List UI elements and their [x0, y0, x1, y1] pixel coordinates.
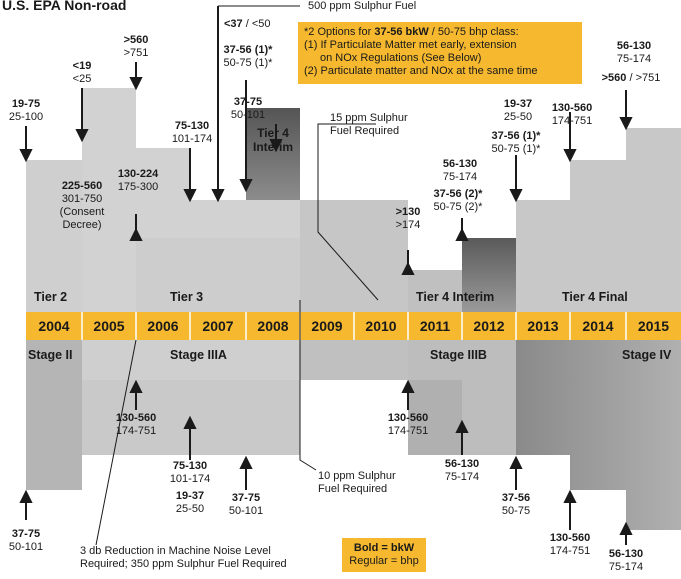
- year-2010: 2010: [365, 318, 397, 334]
- blabel-37-56: 37-56 50-75: [501, 492, 531, 517]
- label-gt560: >560 >751: [123, 34, 149, 59]
- tier4-interim-small: Tier 4 Interim: [252, 126, 293, 154]
- note-15ppm: 15 ppm Sulphur Fuel Required: [330, 112, 408, 137]
- label-gt130: >130 >174: [395, 206, 421, 231]
- label-gt560-b: >560 / >751: [601, 72, 661, 84]
- blabel-130-560: 130-560 174-751: [115, 412, 157, 437]
- year-2012: 2012: [473, 318, 505, 334]
- label-130-224: 130-224 175-300: [117, 168, 159, 193]
- page-title: U.S. EPA Non-road: [2, 0, 127, 13]
- label-37-75: 37-75 50-101: [230, 96, 266, 121]
- stage-iiia-label: Stage IIIA: [170, 348, 227, 362]
- blabel-19-37: 19-37 25-50: [175, 490, 205, 515]
- blabel-37-75: 37-75 50-101: [8, 528, 44, 553]
- year-2014: 2014: [582, 318, 614, 334]
- gap-lower: [300, 340, 408, 380]
- stage-iv-label: Stage IV: [622, 348, 672, 362]
- year-2008: 2008: [257, 318, 289, 334]
- eu-stage-steps: [26, 340, 82, 490]
- tier3-label: Tier 3: [170, 290, 204, 304]
- label-37-56-2: 37-56 (2)* 50-75 (2)*: [433, 188, 483, 213]
- tier3-lower-step: [136, 238, 300, 312]
- label-225-560: 225-560 301-750 (Consent Decree): [59, 180, 105, 231]
- year-2006: 2006: [147, 318, 179, 334]
- label-56-130-b: 56-130 75-174: [616, 40, 652, 65]
- note-noise: 3 db Reduction in Machine Noise Level Required; 350 ppm Sulphur Fuel Required: [80, 545, 287, 570]
- label-19-37: 19-37 25-50: [503, 98, 533, 123]
- blabel-56-130b: 56-130 75-174: [608, 548, 644, 573]
- label-37-56-1b: 37-56 (1)* 50-75 (1)*: [491, 130, 541, 155]
- tier4-interim-label: Tier 4 Interim: [416, 290, 495, 304]
- label-lt37: <37 / <50: [224, 18, 271, 30]
- options-box: *2 Options for 37-56 bkW / 50-75 bhp class: (1) If Particulate Matter met early, extension on NOx Regulations (See Below) (2) Particulate matter and NOx at the same time: [298, 22, 582, 84]
- stage-iiib-label: Stage IIIB: [430, 348, 487, 362]
- label-75-130: 75-130 101-174: [171, 120, 213, 145]
- label-56-130-a: 56-130 75-174: [442, 158, 478, 183]
- legend-box: Bold = bkW Regular = bhp: [342, 538, 426, 572]
- note-500ppm: 500 ppm Sulphur Fuel: [308, 0, 417, 12]
- tier2-label: Tier 2: [34, 290, 68, 304]
- note-10ppm: 10 ppm Sulphur Fuel Required: [318, 470, 396, 495]
- stage-ii-label: Stage II: [28, 348, 73, 362]
- year-2009: 2009: [311, 318, 343, 334]
- year-2007: 2007: [202, 318, 234, 334]
- stage4-region: [516, 340, 681, 530]
- label-37-56-1: 37-56 (1)* 50-75 (1)*: [223, 44, 273, 69]
- blabel-75-130: 75-130 101-174: [169, 460, 211, 485]
- blabel-130-560c: 130-560 174-751: [549, 532, 591, 557]
- label-130-560: 130-560 174-751: [551, 102, 593, 127]
- tier4-final-label: Tier 4 Final: [562, 290, 628, 304]
- year-2013: 2013: [527, 318, 559, 334]
- label-lt19: <19 <25: [72, 60, 92, 85]
- year-2005: 2005: [93, 318, 125, 334]
- label-19-75: 19-75 25-100: [8, 98, 44, 123]
- year-2004: 2004: [38, 318, 70, 334]
- year-2015: 2015: [637, 318, 670, 334]
- blabel-37-75b: 37-75 50-101: [228, 492, 264, 517]
- blabel-56-130: 56-130 75-174: [444, 458, 480, 483]
- year-2011: 2011: [419, 318, 451, 334]
- blabel-130-560b: 130-560 174-751: [387, 412, 429, 437]
